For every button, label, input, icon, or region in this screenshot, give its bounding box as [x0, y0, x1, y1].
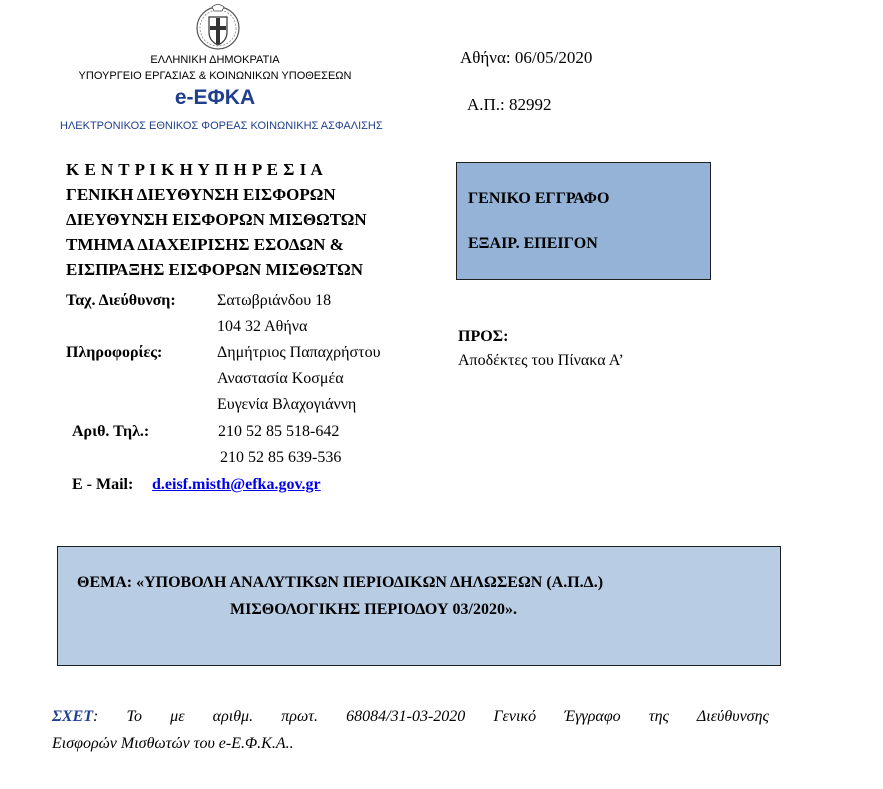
reference-text-1: : Το με αριθμ. πρωτ. 68084/31-03-2020 Γενικό Έγγραφο της Διεύθυνσης [93, 708, 769, 725]
service-line-4: ΤΜΗΜΑ ΔΙΑΧΕΙΡΙΣΗΣ ΕΣΟΔΩΝ & [66, 235, 344, 254]
reference-line-1 [52, 708, 769, 726]
phone-label: Αριθ. Τηλ.: [72, 423, 150, 440]
phone-2: 210 52 85 639-536 [220, 449, 342, 466]
document-date: Αθήνα: 06/05/2020 [460, 48, 593, 67]
protocol-number: Α.Π.: 82992 [467, 95, 552, 114]
doc-urgency: ΕΞΑΙΡ. ΕΠΕΙΓΟΝ [468, 235, 598, 252]
email-link[interactable]: d.eisf.misth@efka.gov.gr [152, 476, 321, 493]
info-person-2: Αναστασία Κοσμέα [217, 370, 344, 387]
email-label: E - Mail: [72, 476, 134, 493]
info-label: Πληροφορίες: [66, 344, 163, 361]
header-ministry: ΥΠΟΥΡΓΕΙΟ ΕΡΓΑΣΙΑΣ & ΚΟΙΝΩΝΙΚΩΝ ΥΠΟΘΕΣΕΩΝ [78, 70, 352, 82]
phone-1: 210 52 85 518-642 [218, 423, 340, 440]
reference-label: ΣΧΕΤ [52, 708, 94, 725]
service-line-2: ΓΕΝΙΚΗ ΔΙΕΥΘΥΝΣΗ ΕΙΣΦΟΡΩΝ [66, 185, 336, 204]
reference-line-2: Εισφορών Μισθωτών του e-Ε.Φ.Κ.Α.. [52, 735, 294, 752]
subject-line-2: ΜΙΣΘΟΛΟΓΙΚΗΣ ΠΕΡΙΟΔΟΥ 03/2020». [230, 601, 517, 618]
address-line-1: Σατωβριάνδου 18 [217, 292, 332, 309]
info-person-3: Ευγενία Βλαχογιάννη [217, 396, 357, 413]
header-org-full: ΗΛΕΚΤΡΟΝΙΚΟΣ ΕΘΝΙΚΟΣ ΦΟΡΕΑΣ ΚΟΙΝΩΝΙΚΗΣ ΑΣΦΑΛΙΣΗΣ [60, 120, 383, 132]
doc-type: ΓΕΝΙΚΟ ΕΓΓΡΑΦΟ [468, 190, 610, 207]
greek-coat-of-arms-icon [196, 2, 240, 52]
service-line-3: ΔΙΕΥΘΥΝΣΗ ΕΙΣΦΟΡΩΝ ΜΙΣΘΩΤΩΝ [66, 210, 367, 229]
recipients-label: ΠΡΟΣ: [458, 328, 509, 345]
header-republic: ΕΛΛΗΝΙΚΗ ΔΗΜΟΚΡΑΤΙΑ [150, 54, 280, 66]
address-label: Ταχ. Διεύθυνση: [66, 292, 176, 309]
address-line-2: 104 32 Αθήνα [217, 318, 308, 335]
subject-line-1: ΘΕΜΑ: «ΥΠΟΒΟΛΗ ΑΝΑΛΥΤΙΚΩΝ ΠΕΡΙΟΔΙΚΩΝ ΔΗΛΩΣΕΩΝ (Α.Π.Δ.) [77, 574, 604, 591]
service-line-5: ΕΙΣΠΡΑΞΗΣ ΕΙΣΦΟΡΩΝ ΜΙΣΘΩΤΩΝ [66, 260, 364, 279]
doc-type-box [456, 162, 711, 280]
recipients-value: Αποδέκτες του Πίνακα Α’ [458, 352, 624, 369]
service-line-1: Κ Ε Ν Τ Ρ Ι Κ Η Υ Π Η Ρ Ε Σ Ι Α [66, 160, 324, 179]
org-logo-text: e-ΕΦΚΑ [174, 86, 256, 109]
info-person-1: Δημήτριος Παπαχρήστου [217, 344, 381, 361]
